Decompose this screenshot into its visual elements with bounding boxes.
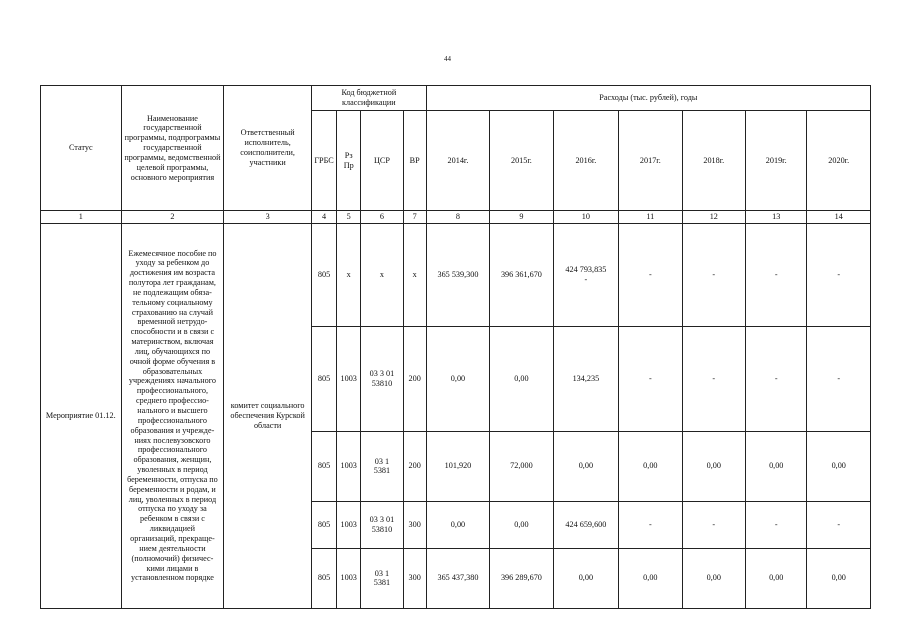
- header-year: 2019г.: [746, 111, 807, 211]
- header-year: 2014г.: [426, 111, 489, 211]
- header-budget-code: Код бюджетной классификации: [311, 86, 426, 111]
- header-vr: ВР: [403, 111, 426, 211]
- column-number: 1: [41, 211, 122, 224]
- cell-rzpr: 1003: [337, 548, 361, 608]
- header-year: 2016г.: [553, 111, 618, 211]
- cell-rzpr: 1003: [337, 501, 361, 548]
- cell-vr: 200: [403, 326, 426, 431]
- measure-name-cell: [121, 223, 224, 608]
- header-csr: ЦСР: [361, 111, 403, 211]
- cell-value: -: [619, 223, 682, 326]
- cell-value: 396 289,670: [490, 548, 553, 608]
- cell-csr: x: [361, 223, 403, 326]
- column-number: 5: [337, 211, 361, 224]
- cell-value: 0,00: [746, 548, 807, 608]
- column-number: 8: [426, 211, 489, 224]
- cell-grbs: 805: [311, 223, 336, 326]
- cell-value: 424 659,600: [553, 501, 618, 548]
- cell-grbs: 805: [311, 431, 336, 501]
- cell-value: 0,00: [426, 501, 489, 548]
- header-executor: Ответственный исполнитель, соисполнители, участники: [224, 86, 312, 211]
- cell-value: -: [682, 326, 745, 431]
- cell-rzpr: x: [337, 223, 361, 326]
- cell-csr: 03 1 5381: [361, 431, 403, 501]
- cell-value: 0,00: [807, 548, 871, 608]
- cell-value: 0,00: [553, 548, 618, 608]
- column-number: 9: [490, 211, 553, 224]
- cell-value: 365 437,380: [426, 548, 489, 608]
- cell-value: 0,00: [619, 431, 682, 501]
- column-number: 12: [682, 211, 745, 224]
- header-row-1: [41, 86, 871, 111]
- cell-csr: 03 3 01 53810: [361, 501, 403, 548]
- cell-value: 0,00: [619, 548, 682, 608]
- column-number: 11: [619, 211, 682, 224]
- header-expenses: Расходы (тыс. рублей), годы: [426, 86, 870, 111]
- column-number: 6: [361, 211, 403, 224]
- column-number: 4: [311, 211, 336, 224]
- cell-value: -: [746, 501, 807, 548]
- cell-value: 72,000: [490, 431, 553, 501]
- page-number: 44: [444, 55, 451, 63]
- cell-value: 134,235: [553, 326, 618, 431]
- cell-value: 0,00: [553, 431, 618, 501]
- cell-value: -: [807, 326, 871, 431]
- cell-value: 424 793,835: [565, 265, 607, 274]
- cell-value: 0,00: [426, 326, 489, 431]
- cell-value: 0,00: [490, 501, 553, 548]
- budget-table: [40, 85, 871, 609]
- cell-value: -: [807, 223, 871, 326]
- header-name: Наименование государственной программы, подпрограммы государственной программы, ведомственной целевой программы, основного мероприятия: [121, 86, 224, 211]
- cell-value: 396 361,670: [490, 223, 553, 326]
- column-number: 13: [746, 211, 807, 224]
- column-number: 3: [224, 211, 312, 224]
- cell-csr: 03 3 01 53810: [361, 326, 403, 431]
- cell-note: -: [584, 274, 588, 284]
- header-year: 2018г.: [682, 111, 745, 211]
- cell-grbs: 805: [311, 501, 336, 548]
- column-number: 14: [807, 211, 871, 224]
- column-number: 7: [403, 211, 426, 224]
- cell-value: -: [807, 501, 871, 548]
- header-year: 2020г.: [807, 111, 871, 211]
- cell-value: 0,00: [746, 431, 807, 501]
- cell-value: -: [619, 326, 682, 431]
- cell-value: 0,00: [682, 431, 745, 501]
- cell-value: 365 539,300: [426, 223, 489, 326]
- cell-vr: 300: [403, 548, 426, 608]
- cell-grbs: 805: [311, 326, 336, 431]
- cell-vr: 200: [403, 431, 426, 501]
- cell-value: 0,00: [682, 548, 745, 608]
- header-year: 2017г.: [619, 111, 682, 211]
- cell-grbs: 805: [311, 548, 336, 608]
- table-row: [41, 223, 871, 326]
- cell-value: -: [746, 326, 807, 431]
- cell-value: -: [619, 501, 682, 548]
- cell-vr: x: [403, 223, 426, 326]
- cell-value: -: [682, 501, 745, 548]
- cell-csr: 03 1 5381: [361, 548, 403, 608]
- header-grbs: ГРБС: [311, 111, 336, 211]
- cell-rzpr: 1003: [337, 431, 361, 501]
- measure-executor: комитет социального обеспечения Курской области: [224, 223, 312, 608]
- cell-value-2016: [553, 223, 618, 326]
- measure-name: Ежемесячное пособие по уходу за ребенком до достижения им возраста полутора лет гражданам, не подлежащим обяза- тельному социальному страхованию на случай временной нетрудо- способности и в связи с материнством, включая лиц, обучающихся по очной форме обучения в образовательных учреждениях начального профессионального, среднего профессио- нального и высшего профессионального образования и учрежде- ниях послевузовского профессионального образования, женщин, уволенных в период беременности, отпуска по беременности и родам, и лиц, уволенных в период отпуска по уходу за ребенком в связи с ликвидацией организаций, прекраще- нием деятельности (полномочий) физичес- кими лицами в установленном порядке: [127, 248, 218, 583]
- cell-value: -: [746, 223, 807, 326]
- column-number: 2: [121, 211, 224, 224]
- cell-value: -: [682, 223, 745, 326]
- cell-vr: 300: [403, 501, 426, 548]
- header-status: Статус: [41, 86, 122, 211]
- cell-value: 101,920: [426, 431, 489, 501]
- header-rzpr: Рз Пр: [337, 111, 361, 211]
- measure-status: Мероприятие 01.12.: [41, 223, 122, 608]
- column-number: 10: [553, 211, 618, 224]
- column-number-row: [41, 211, 871, 224]
- cell-value: 0,00: [807, 431, 871, 501]
- header-year: 2015г.: [490, 111, 553, 211]
- cell-value: 0,00: [490, 326, 553, 431]
- cell-rzpr: 1003: [337, 326, 361, 431]
